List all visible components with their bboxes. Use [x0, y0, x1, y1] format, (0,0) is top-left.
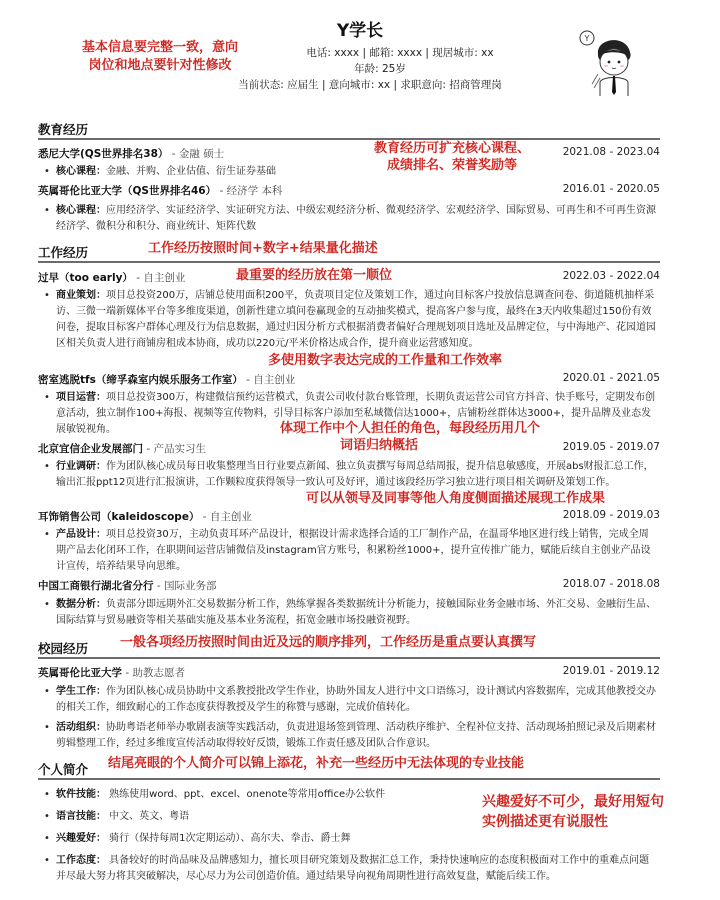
bullet-text: 骑行（保持每周1次定期运动）、高尔夫、拳击、爵士舞 [106, 833, 351, 844]
date-range: 2019.01 - 2019.12 [562, 665, 660, 677]
annotation-hobbies [482, 792, 664, 832]
job-role: - 自主创业 [132, 272, 186, 284]
annotation-line: 体现工作中个人担任的角色，每段经历用几个 [280, 421, 541, 436]
profile-bullet-software [44, 787, 464, 803]
bullet-key: 工作态度： [56, 855, 106, 866]
institution-name: 悉尼大学(QS世界排名38） [38, 148, 169, 160]
section-divider [38, 657, 660, 659]
work-bullet [44, 527, 658, 575]
section-title-work: 工作经历 [38, 245, 89, 260]
section-divider [38, 778, 660, 780]
annotation-line: 兴趣爱好不可少，最好用短句 [482, 794, 664, 810]
bullet-key: 核心课程： [56, 205, 106, 216]
bullet-key: 数据分析： [56, 599, 106, 610]
contact-line-age: 年龄: 25岁 [354, 63, 406, 75]
date-range: 2018.07 - 2018.08 [562, 578, 660, 590]
contact-line-status-intent: 当前状态: 应届生 | 意向城市: xx | 求职意向: 招商管理岗 [238, 79, 502, 91]
institution-name: 英属哥伦比亚大学 [38, 667, 122, 679]
annotation-line: 词语归纳概括 [340, 438, 419, 453]
company-name: 北京宜信企业发展部门 [38, 443, 143, 455]
work-entry-header [38, 509, 660, 524]
company-name: 密室逃脱tfs（缔孚森室内娱乐服务工作室） [38, 374, 243, 386]
date-range: 2018.09 - 2019.03 [562, 509, 660, 521]
campus-bullet [44, 720, 658, 752]
bullet-key: 兴趣爱好： [56, 833, 106, 844]
company-name: 过早（too early） [38, 272, 133, 284]
work-bullet [44, 597, 658, 629]
cartoon-boy-icon [578, 28, 648, 98]
job-role: - 产品实习生 [143, 443, 206, 455]
bullet-text: 应用经济学、实证经济学、实证研究方法、中级宏观经济分析、微观经济学、宏观经济学、国际贸易、可再生和不可再生资源经济学、微积分和积分、商业统计、矩阵代数 [56, 205, 656, 232]
bullet-key: 产品设计： [56, 529, 106, 540]
campus-entry-header [38, 665, 660, 680]
work-bullet [44, 459, 658, 491]
education-bullet [44, 203, 658, 235]
work-entry-header [38, 441, 660, 456]
bullet-text: 具备较好的时尚品味及品牌感知力，擅长项目研究策划及数据汇总工作，秉持快速响应的态度积极面对工作中的重难点问题并尽最大努力将其突破解决，尽心尽力为公司创造价值。通过结果导向视角周期性进行高效复盘，赋能后续工作。 [56, 855, 650, 882]
date-range: 2020.01 - 2021.05 [562, 372, 660, 384]
avatar-illustration [578, 28, 648, 98]
date-range: 2019.05 - 2019.07 [562, 441, 660, 453]
education-bullet [44, 164, 344, 180]
work-bullet [44, 288, 658, 352]
education-entry-header [38, 146, 660, 161]
date-range: 2022.03 - 2022.04 [562, 270, 660, 282]
profile-bullet-language [44, 809, 344, 825]
annotation-line: 实例描述更有说服性 [482, 814, 608, 830]
bullet-key: 软件技能： [56, 789, 106, 800]
resume-name: Y学长 [336, 21, 384, 41]
annotation-chronological-order: 一般各项经历按照时间由近及远的顺序排列，工作经历是重点要认真撰写 [120, 635, 537, 650]
bullet-key: 项目运营： [56, 392, 106, 403]
section-title-education: 教育经历 [38, 122, 89, 137]
bullet-text: 金融、并购、企业估值、衍生证券基础 [106, 166, 276, 177]
bullet-key: 学生工作： [56, 686, 106, 697]
contact-line-phone-email-city: 电话: xxxx | 邮箱: xxxx | 现居城市: xx [306, 47, 494, 59]
bullet-text: 负责部分即远期外汇交易数据分析工作，熟练掌握各类数据统计分析能力，接触国际业务金融市场、外汇交易、金融衍生品、国际结算与贸易融资等相关基础实施及基本业务流程，拓宽金融市场投融资视野。 [56, 599, 656, 626]
annotation-line: 教育经历可扩充核心课程、 [373, 141, 530, 156]
bullet-text: 项目总投资200万，店铺总使用面积200平，负责项目定位及策划工作，通过向目标客户投放信息调查问卷、街道随机抽样采访、三微一端新媒体平台等多维度渠道，创新性建立填问卷赢现金的互动抽奖模式，提高客户参与度，最终在3天内收集超过150份有效问卷，提取目标客户群体心理及行为信息数据，通过归因分析方式根据消费者偏好合理规划项目选址及品牌定位，与中海地产、花园道园区相关负责人进行商铺房租成本协商，成功以220元/平米价格达成合作，提升商业运营感知度。 [56, 290, 656, 349]
bullet-text: 项目总投资300万，构建微信预约运营模式，负责公司收付款台账管理，长期负责运营公司官方抖音、快手账号，定期发布创意活动，独立制作100+海报、视频等宣传物料，引导目标客户添加至私域微信达1000+，店铺粉丝群体达3000+，提升品牌及业态发展敏锐视角。 [56, 392, 656, 435]
bullet-text: 协助粤语老师举办歌剧表演等实践活动，负责进退场签到管理、活动秩序维护、全程补位支持、活动现场拍照记录及后期素材剪辑整理工作，经过多维度宣传活动取得较好反馈，锻炼工作责任感及团队合作意识。 [56, 722, 656, 749]
company-name: 中国工商银行湖北省分行 [38, 580, 154, 592]
bullet-text: 作为团队核心成员协助中文系教授批改学生作业，协助外国友人进行中文口语练习，设计测试内容数据库，完成其他教授交办的相关工作，细致耐心的工作态度获得教授及学生的称赞与感谢，完成价值转化。 [56, 686, 656, 713]
bullet-key: 语言技能： [56, 811, 106, 822]
bullet-key: 行业调研： [56, 461, 106, 472]
section-title-campus: 校园经历 [38, 641, 89, 656]
company-name: 耳饰销售公司（kaleidoscope） [38, 511, 200, 523]
bullet-key: 商业策划： [56, 290, 106, 301]
annotation-line: 基本信息要完整一致，意向 [81, 40, 238, 55]
section-divider [38, 261, 660, 263]
bullet-text: 作为团队核心成员每日收集整理当日行业要点新闻、独立负责撰写每周总结周报，提升信息敏感度，开展abs财报汇总工作，输出汇报ppt12页进行汇报演讲，工作颗粒度获得领导一致认可及好评，通过该段经历学习独立进行项目相关调研及策划工作。 [56, 461, 654, 488]
job-role: - 国际业务部 [153, 580, 217, 592]
date-range: 2021.08 - 2023.04 [562, 146, 660, 158]
bullet-text: 熟练使用word、ppt、excel、onenote等常用office办公软件 [106, 789, 386, 800]
annotation-line: 岗位和地点要针对性修改 [88, 58, 232, 73]
degree: - 金融 硕士 [168, 148, 225, 160]
bullet-key: 核心课程： [56, 166, 106, 177]
section-divider [38, 138, 660, 140]
work-entry-header [38, 578, 660, 593]
annotation-first-priority: 最重要的经历放在第一顺位 [236, 268, 393, 283]
annotation-use-numbers: 多使用数字表达完成的工作量和工作效率 [268, 353, 503, 368]
bullet-text: 中文、英文、粤语 [106, 811, 190, 822]
job-role: - 自主创业 [199, 511, 252, 523]
campus-bullet [44, 684, 658, 716]
section-title-profile: 个人简介 [38, 762, 89, 777]
job-role: - 自主创业 [242, 374, 296, 386]
education-entry-header [38, 183, 660, 198]
profile-bullet-attitude [44, 853, 658, 885]
date-range: 2016.01 - 2020.05 [562, 183, 660, 195]
degree: - 经济学 本科 [216, 185, 283, 197]
svg-text:Y: Y [584, 34, 590, 43]
institution-name: 英属哥伦比亚大学（QS世界排名46） [38, 185, 217, 197]
campus-role: - 助教志愿者 [122, 667, 185, 679]
work-entry-header [38, 372, 660, 387]
annotation-others-perspective: 可以从领导及同事等他人角度侧面描述展现工作成果 [306, 491, 606, 506]
annotation-work-quantify: 工作经历按照时间+数字+结果量化描述 [148, 241, 378, 256]
annotation-line: 成绩排名、荣誉奖励等 [386, 158, 517, 173]
annotation-profile-highlight: 结尾亮眼的个人简介可以锦上添花，补充一些经历中无法体现的专业技能 [108, 756, 525, 771]
profile-bullet-hobbies [44, 831, 424, 847]
bullet-text: 项目总投资30万，主动负责耳环产品设计，根据设计需求选择合适的工厂制作产品，在温哥华地区进行线上销售，完成全周期产品去化闭环工作，在职期间运营店铺微信及instagram官方账号，积累粉丝1000+，提升宣传推广能力，赋能后续自主创业产品设计宣传，培养结果导向思维。 [56, 529, 651, 572]
bullet-key: 活动组织： [56, 722, 106, 733]
